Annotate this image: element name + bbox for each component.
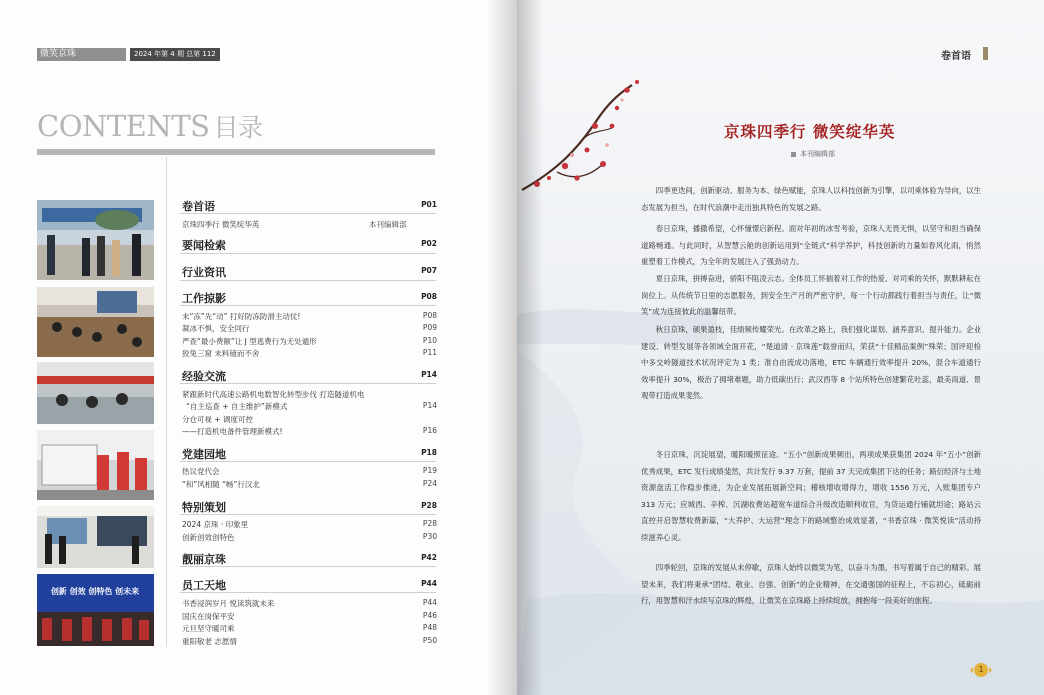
toc-item[interactable]: 创新创效创特色 [182,533,235,542]
toc-section-title[interactable]: 特别策划 [182,501,226,514]
toc-section-title[interactable]: 经验交流 [182,370,226,383]
toc-section-title[interactable]: 卷首语 [182,200,215,213]
article-byline: 本刊编辑部 [791,149,835,159]
toc-section-page: P02 [421,239,437,248]
issue-label: 2024 年第 4 期 总第 112 期 [130,48,220,61]
toc-section-title[interactable]: 工作掠影 [182,292,226,305]
toc-item[interactable]: 重阳敬老 志愿情 [182,637,237,646]
photo-volunteers [37,430,154,500]
article-paragraph: 夏日京珠，拼搏奋进，骄阳不阻凌云志。全体员工怀揣着对工作的热爱、对司乘的关怀，默默耕耘在岗位上。从传统节日里的志愿服务，到安全生产月的严密守护，每一个行动都践行着担当与责任，让“微笑”成为连接彼此的温馨纽带。 [641,274,981,317]
toc-item-page: P09 [422,323,437,332]
column-divider [166,157,167,647]
toc-item[interactable]: 京珠四季行 微笑绽华英 [182,220,260,229]
article-paragraph: 冬日京珠，沉淀展望，暖阳暖照征途。“五小”创新成果频出，两项成果获集团 2024 年“五小”创新优秀成果，ETC 发行成绩斐然，共计发行 9.37 万套，提前 37 天完成集团下达的任务；路衍经济与土地资源盘活工作稳步推进，为企业发展拓展新空间；稽核增收增得力，增收 1556 万元，入账集团专户 313 万元；应城西、辛榨、沉湖收费站超宽车道综合升级改造顺利收官，为货运通行铺就坦途；路站云直控开启智慧收费新篇，“大养护、大运营”理念下的路域整治成效显著，“书香京珠 · 微笑悦读”活动持续滋养心灵。 [641,450,981,542]
toc-item[interactable]: 严查“最小费额”让 J 型逃费行为无处遁形 [182,337,317,346]
article-paragraph: 四季轮回，京珠的发展从未停歇，京珠人始终以微笑为笔，以奋斗为墨，书写着属于自己的精彩。展望未来，我们将秉承“团结、敬业、自强、创新”的企业精神，在交通强国的征程上，不忘初心，砥砺前行，用智慧和汗水续写京珠的辉煌，让微笑在京珠路上持续绽放，拥抱每一段美好的旅程。 [641,563,981,606]
toc-item-page: P10 [422,336,437,345]
heading-bar [37,149,435,155]
contents-cn: 目录 [213,113,263,142]
toc-section-title[interactable]: 靓丽京珠 [182,553,226,566]
toc-rule [180,253,436,254]
toc-rule [180,213,436,214]
toc-item[interactable]: 元旦坚守暖司乘 [182,624,235,633]
toc-item-page: P46 [422,611,437,620]
photo-group [37,574,154,646]
toc-section-page: P44 [421,579,437,588]
photo-exhibition [37,506,154,568]
contents-page [0,0,517,695]
toc-section-title[interactable]: 行业资讯 [182,266,226,279]
contents-heading [37,108,262,144]
toc-item[interactable]: 未“冻”先“动” 打好防冻防滑主动仗! [182,312,301,321]
toc-item-page: P19 [422,466,437,475]
toc-section-page: P28 [421,501,437,510]
toc-rule [180,566,436,567]
photo-banner-text: 创新 创效 创特色 创未来 [50,587,140,596]
magazine-brand: 微笑京珠 [37,48,126,61]
toc-rule [180,383,436,384]
toc-item[interactable]: 国庆在岗保平安 [182,612,235,621]
toc-item[interactable]: 2024 京珠 · 印象里 [182,520,249,529]
photo-inspection [37,200,154,280]
contents-en: CONTENTS [37,109,210,143]
toc-rule [180,514,436,515]
toc-section-title[interactable]: 要闻检索 [182,239,226,252]
toc-item-author: 本刊编辑部 [369,220,407,229]
toc-item-page: P11 [422,348,437,357]
article-paragraph: 秋日京珠，硕果盈枝，佳绩频传耀荣光。在改革之路上，我们强化谋划、涵养意识、提升能力。企业建设、转型发展等各领域全面开花，“楚道清 · 京珠莲”载誉而归，荣获“十佳精品案例”殊荣；国评迎检中多交岭隧道技术状况评定为 1 类；准自由流成功落地，ETC 车辆通行效率提升 20%，混合车道通行效率提升 30%，极治了拥堵难题，助力低碳出行；武汉西等 8 个站所特色创建繁花吐蕊，最美雨道、景观带打造成果斐然。 [641,325,981,401]
toc-item[interactable]: 紧跟新时代高速公路机电数智化转型步伐 打造隧道机电 [182,390,365,399]
article-paragraph: 四季更迭间，创新驱动、服务为本、绿色赋能，京珠人以科技创新为引擎，以司乘体验为导向，以生态发展为担当，在时代浪潮中走出独具特色的发展之路。 [641,186,981,212]
toc-item[interactable]: ——打造机电备件管理新模式! [182,427,283,436]
article-title: 京珠四季行 微笑绽华英 [724,122,896,141]
toc-rule [180,461,436,462]
toc-item[interactable]: 狡兔三窟 未料镜而不舍 [182,349,260,358]
toc-rule [180,280,436,281]
toc-item-page: P50 [422,636,437,645]
toc-item-page: P44 [422,598,437,607]
toc-section-page: P01 [421,200,437,209]
toc-item-page: P28 [422,519,437,528]
toc-rule [180,305,436,306]
toc-item-page: P16 [422,426,437,435]
section-marker [983,47,988,60]
toc-item-page: P48 [422,623,437,632]
toc-section-page: P14 [421,370,437,379]
toc-item-page: P14 [422,401,437,410]
section-label: 卷首语 [941,51,971,62]
editorial-page [517,0,1044,695]
toc-item[interactable]: “自主巡查 + 自主维护”新模式 [186,402,288,411]
toc-item[interactable]: 凝冰不惧，安全同行 [182,324,250,333]
toc-section-title[interactable]: 党建园地 [182,448,226,461]
toc-item[interactable]: 书香浸润岁月 悦读筑就未来 [182,599,275,608]
toc-item[interactable]: 热议党代会 [182,467,220,476]
toc-section-title[interactable]: 员工天地 [182,579,226,592]
toc-item-page: P30 [422,532,437,541]
article-paragraph: 春日京珠，播撒希望，心怀憧憬启新程。面对年初的冰雪考验，京珠人无畏无惧，以坚守和担当确保道路畅通。与此同时，从智慧云舱的创新运用到“全链式”科学养护，科技创新的力量如春风化雨，悄然重塑着工作模式，为全年的发展注入了强劲动力。 [641,224,981,267]
photo-workshop [37,362,154,424]
toc-section-page: P07 [421,266,437,275]
toc-item-page: P08 [422,311,437,320]
toc-item[interactable]: “和”风相随 “畅”行汉北 [182,480,260,489]
page-number-badge: 1 [974,663,988,677]
toc-section-page: P08 [421,292,437,301]
plum-blossom-branch-icon [517,60,657,260]
toc-rule [180,592,436,593]
toc-item[interactable]: 分仓可视 + 调度可控 [182,415,254,424]
toc-item-page: P24 [422,479,437,488]
toc-section-page: P42 [421,553,437,562]
photo-meeting [37,287,154,357]
toc-section-page: P18 [421,448,437,457]
